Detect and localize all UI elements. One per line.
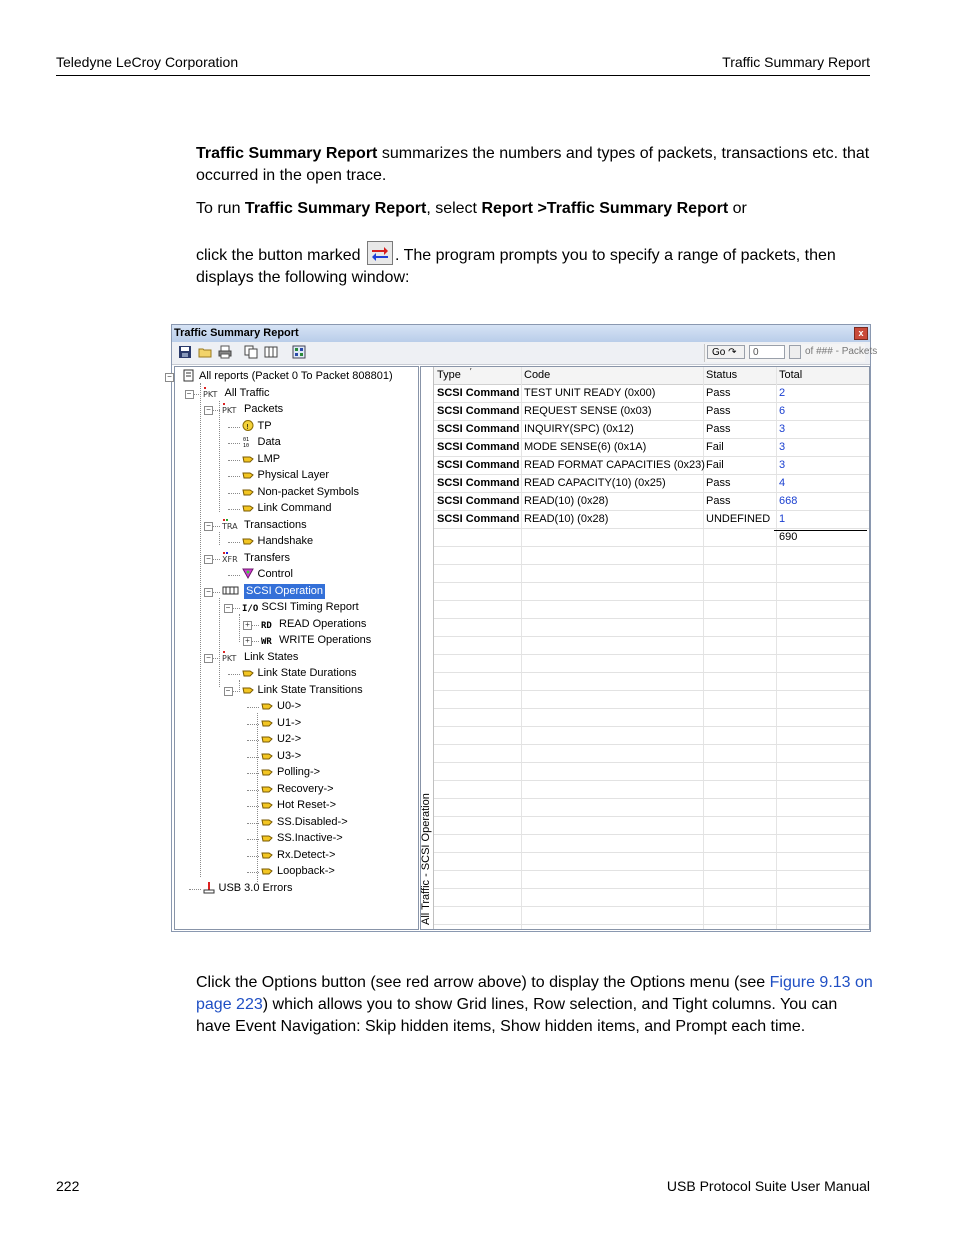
cell-total: 1	[779, 513, 786, 525]
tree-node[interactable]	[222, 584, 325, 599]
go-button[interactable]	[707, 345, 745, 359]
tree-node[interactable]	[203, 881, 293, 896]
svg-text:RD: RD	[261, 620, 272, 631]
cell-code: READ(10) (0x28)	[524, 495, 609, 507]
pkt-icon	[203, 387, 221, 398]
cell-status: Pass	[706, 405, 731, 417]
tree-node-label: Data	[257, 436, 281, 448]
tree-node-label: U3->	[277, 749, 302, 762]
table-row[interactable]	[434, 835, 869, 853]
cell-type: SCSI Command	[437, 387, 520, 399]
cell-status: Pass	[706, 387, 731, 399]
table-row[interactable]	[434, 457, 869, 475]
cell-total: 668	[779, 495, 798, 507]
tree-node[interactable]	[261, 699, 301, 714]
cell-code: READ FORMAT CAPACITIES (0x23)	[524, 459, 705, 471]
table-row[interactable]	[434, 907, 869, 925]
tra-icon	[222, 519, 240, 530]
tree-node-label: Transactions	[244, 518, 307, 531]
tree-expander[interactable]: −	[204, 588, 213, 597]
table-row[interactable]	[434, 529, 869, 547]
tree-expander[interactable]: −	[204, 406, 213, 415]
tree-node[interactable]	[261, 765, 320, 780]
tree-node[interactable]	[222, 650, 298, 665]
cell-total: 3	[779, 459, 786, 471]
tree-connector	[228, 427, 240, 428]
menu-path: Report >Traffic Summary Report	[481, 200, 729, 217]
tree-node[interactable]	[242, 468, 330, 483]
manual-title: USB Protocol Suite User Manual	[666, 1178, 870, 1194]
tree-node[interactable]	[242, 600, 359, 615]
tree-node-label: READ Operations	[279, 617, 367, 630]
closing-paragraph	[196, 972, 876, 1038]
window-toolbar	[172, 342, 878, 365]
tree-node-label: Rx.Detect->	[277, 848, 336, 861]
tree-connector	[228, 542, 240, 543]
hand-icon	[261, 717, 273, 728]
header-rule	[56, 75, 870, 76]
tree-guide	[219, 598, 220, 687]
io-icon	[242, 601, 258, 612]
copy-icon[interactable]	[244, 345, 258, 359]
hand-icon	[242, 469, 254, 480]
cell-total: 3	[779, 423, 786, 435]
tree-node-label: Transfers	[244, 551, 291, 564]
tree-node-label: All Traffic	[224, 386, 270, 399]
cell-type: SCSI Command	[437, 495, 520, 507]
hand-icon	[242, 667, 254, 678]
table-row[interactable]	[434, 619, 869, 637]
cell-total: 6	[779, 405, 786, 417]
report-tree[interactable]	[167, 366, 419, 930]
cell-code: MODE SENSE(6) (0x1A)	[524, 441, 647, 453]
intro-text: . The program prompts you to specify a range of packets, then displays the following window:	[196, 247, 836, 286]
tree-node[interactable]	[261, 749, 301, 764]
tree-node[interactable]	[222, 551, 290, 566]
tree-guide	[200, 383, 201, 877]
svg-text:WR: WR	[261, 637, 272, 647]
window-title: Traffic Summary Report	[174, 327, 299, 339]
intro-paragraph-1	[196, 143, 876, 187]
tree-guide	[239, 614, 240, 642]
tree-expander[interactable]: +	[243, 621, 252, 630]
tree-node-label: All reports (Packet 0 To Packet 808801)	[199, 370, 393, 382]
pkt-icon	[222, 403, 240, 414]
error-icon	[203, 882, 215, 893]
tree-node[interactable]	[242, 485, 360, 500]
tree-node-label: WRITE Operations	[279, 634, 372, 646]
tree-node[interactable]	[261, 831, 343, 846]
tree-expander[interactable]: −	[224, 604, 233, 613]
hand-icon	[242, 486, 254, 497]
cell-type: SCSI Command	[437, 459, 520, 471]
table-row[interactable]	[434, 853, 869, 871]
cell-status: Pass	[706, 495, 731, 507]
table-row[interactable]	[434, 583, 869, 601]
tree-guide	[239, 680, 240, 692]
tree-guide	[219, 532, 220, 545]
cell-total: 3	[779, 441, 786, 453]
table-row[interactable]	[434, 817, 869, 835]
tree-node[interactable]	[203, 386, 270, 401]
save-icon[interactable]	[178, 345, 192, 359]
rd-icon	[261, 618, 275, 629]
tree-node-label: Link State Transitions	[257, 683, 363, 696]
tree-node-label: Link Command	[257, 502, 332, 514]
close-button[interactable]: x	[854, 327, 868, 340]
hand-icon	[242, 535, 254, 546]
tree-node-label: U2->	[277, 733, 302, 745]
intro-text: summarizes the numbers and types of packets, transactions etc. that occurred in the open trace.	[196, 145, 870, 184]
report-grid[interactable]	[420, 366, 870, 930]
table-row[interactable]	[434, 763, 869, 781]
table-row[interactable]	[434, 511, 869, 529]
page-number: 222	[56, 1178, 80, 1194]
tree-expander[interactable]: −	[204, 654, 213, 663]
cell-status: UNDEFINED	[706, 513, 771, 525]
grid-col-type[interactable]: Type	[437, 369, 461, 381]
cell-status: Pass	[706, 423, 731, 435]
tree-node[interactable]	[183, 369, 393, 384]
table-row[interactable]	[434, 673, 869, 691]
hand-icon	[261, 733, 273, 744]
total-rule	[774, 530, 867, 531]
tree-connector	[228, 460, 240, 461]
svg-text:XFR: XFR	[222, 554, 238, 564]
hand-icon	[261, 783, 273, 794]
tree-node[interactable]	[222, 402, 283, 417]
hand-icon	[242, 453, 254, 464]
grid-col-code[interactable]: Code	[524, 369, 551, 381]
intro-text: To run	[196, 200, 245, 217]
svg-text:PKT: PKT	[222, 406, 237, 415]
scsi-icon	[222, 585, 240, 596]
tree-node-label: Control	[257, 568, 293, 580]
table-row[interactable]	[434, 385, 869, 403]
hand-icon	[261, 750, 273, 761]
packet-count-label: of ### - Packets	[805, 346, 878, 357]
cell-type: SCSI Command	[437, 441, 520, 453]
tree-node-label: Polling->	[277, 766, 321, 778]
header-right: Traffic Summary Report	[722, 54, 870, 70]
table-row[interactable]	[434, 889, 869, 907]
options-icon[interactable]	[292, 345, 306, 359]
tree-connector	[228, 493, 240, 494]
cell-total: 4	[779, 477, 786, 489]
intro-paragraph-3	[196, 241, 876, 289]
svg-text:I/O: I/O	[241, 604, 258, 614]
cell-status: Pass	[706, 477, 731, 489]
hand-icon	[242, 684, 254, 695]
cell-code: TEST UNIT READY (0x00)	[524, 387, 656, 399]
hand-icon	[261, 799, 273, 810]
grid-header	[434, 367, 869, 385]
open-folder-icon[interactable]	[198, 345, 212, 359]
hand-icon	[242, 502, 254, 513]
report-icon	[183, 370, 195, 381]
hand-icon	[261, 849, 273, 860]
tree-expander[interactable]: −	[204, 522, 213, 531]
tree-node-label: SCSI Operation	[246, 584, 324, 597]
closing-text: ) which allows you to show Grid lines, Row selection, and Tight columns. You can have Event Navigation: Skip hidden items, Show hidden items, and Prompt each time.	[196, 996, 838, 1035]
table-row[interactable]	[434, 475, 869, 493]
tree-node[interactable]	[242, 419, 272, 434]
tree-node-label: TP	[257, 419, 272, 432]
tree-node-label: Link State Durations	[257, 667, 357, 679]
closing-text: Click the Options button (see red arrow above) to display the Options menu (see	[196, 974, 770, 991]
table-row[interactable]	[434, 547, 869, 565]
tree-connector	[228, 443, 240, 444]
print-icon[interactable]	[218, 345, 232, 359]
table-row[interactable]	[434, 493, 869, 511]
go-arrow-icon: ↷	[728, 347, 737, 358]
intro-bold-title: Traffic Summary Report	[196, 145, 378, 162]
cell-type: SCSI Command	[437, 405, 520, 417]
table-row[interactable]	[434, 691, 869, 709]
tree-node[interactable]	[222, 518, 307, 533]
traffic-summary-window	[167, 324, 878, 932]
tree-node-label: USB 3.0 Errors	[218, 881, 293, 894]
tree-node[interactable]	[261, 798, 336, 813]
tree-node[interactable]	[261, 815, 348, 830]
hand-icon	[261, 832, 273, 843]
go-label: Go	[712, 347, 726, 358]
tree-node[interactable]	[242, 452, 281, 467]
tree-expander[interactable]: +	[243, 637, 252, 646]
tree-node-label: Hot Reset->	[277, 799, 336, 811]
intro-paragraph-2	[196, 198, 876, 220]
table-row[interactable]	[434, 871, 869, 889]
tree-node[interactable]	[261, 716, 301, 731]
tree-node[interactable]	[261, 864, 335, 879]
tree-node[interactable]	[242, 683, 363, 698]
window-titlebar	[172, 325, 870, 342]
table-row[interactable]	[434, 745, 869, 763]
grid-vertical-label: All Traffic - SCSI Operation	[420, 793, 432, 925]
tree-connector	[228, 476, 240, 477]
data-icon	[242, 436, 254, 447]
tree-connector	[228, 674, 240, 675]
tree-node-label: SCSI Timing Report	[261, 601, 359, 613]
intro-text: , select	[426, 200, 482, 217]
hand-icon	[261, 700, 273, 711]
tree-node[interactable]	[261, 782, 334, 797]
pkt-icon	[222, 651, 240, 662]
tree-node[interactable]	[242, 534, 314, 549]
tree-node-label: Link States	[244, 650, 299, 663]
cell-type: SCSI Command	[437, 477, 520, 489]
cell-code: READ(10) (0x28)	[524, 513, 609, 525]
cell-type: SCSI Command	[437, 423, 520, 435]
cell-code: READ CAPACITY(10) (0x25)	[524, 477, 666, 489]
cell-type: SCSI Command	[437, 513, 520, 525]
cell-code: REQUEST SENSE (0x03)	[524, 405, 652, 417]
intro-text: or	[728, 200, 747, 217]
table-row[interactable]	[434, 781, 869, 799]
tree-guide	[257, 713, 258, 882]
tree-node-label: U0->	[277, 700, 302, 712]
cell-total: 2	[779, 387, 786, 399]
intro-bold: Traffic Summary Report	[244, 200, 427, 217]
grid-col-status[interactable]: Status	[706, 369, 738, 381]
table-row[interactable]	[434, 709, 869, 727]
go-spinner[interactable]	[789, 345, 801, 359]
tree-node[interactable]	[261, 617, 366, 632]
tree-node[interactable]	[261, 633, 371, 648]
tree-node[interactable]	[242, 501, 332, 516]
header-left: Teledyne LeCroy Corporation	[56, 54, 239, 70]
tree-connector	[228, 509, 240, 510]
table-row[interactable]	[434, 799, 869, 817]
tree-node-label: Handshake	[257, 535, 314, 547]
svg-text:01: 01	[242, 437, 249, 443]
figure-link[interactable]: Figure 9.13 on page 223	[196, 974, 873, 1013]
cell-status: Fail	[706, 459, 724, 471]
tree-node[interactable]	[242, 567, 293, 582]
sort-arrow-icon: ′	[470, 367, 472, 376]
hand-icon	[261, 816, 273, 827]
tree-node-label: Non-packet Symbols	[257, 485, 359, 498]
grid-side-label-bar	[421, 367, 434, 929]
svg-text:PKT: PKT	[222, 653, 237, 663]
tree-node-label: SS.Inactive->	[277, 832, 343, 844]
tree-node-label: SS.Disabled->	[277, 815, 348, 828]
tree-node[interactable]	[261, 848, 335, 863]
tree-node-label: Packets	[244, 403, 284, 415]
hand-icon	[261, 865, 273, 876]
xfr-icon	[222, 552, 240, 563]
tree-connector	[189, 889, 201, 890]
tree-expander[interactable]: −	[185, 390, 194, 399]
table-row[interactable]	[434, 421, 869, 439]
tree-connector	[228, 575, 240, 576]
table-row[interactable]	[434, 439, 869, 457]
table-row[interactable]	[434, 637, 869, 655]
traffic-summary-button-icon	[367, 241, 393, 265]
svg-text:10: 10	[242, 443, 249, 449]
tree-node-label: Physical Layer	[257, 469, 330, 481]
table-row[interactable]	[434, 565, 869, 583]
tree-guide	[219, 401, 220, 512]
table-row[interactable]	[434, 655, 869, 673]
tree-node-label: Loopback->	[277, 865, 335, 877]
columns-icon[interactable]	[264, 345, 278, 359]
go-packet-input[interactable]: 0	[749, 345, 785, 359]
tp-icon	[242, 420, 254, 431]
intro-text: click the button marked	[196, 247, 365, 264]
tree-node[interactable]	[242, 666, 357, 681]
svg-text:TRA: TRA	[222, 521, 238, 531]
tree-node-label: U1->	[277, 716, 302, 729]
table-row[interactable]	[434, 403, 869, 421]
svg-text:!: !	[245, 422, 249, 431]
hand-icon	[261, 766, 273, 777]
tree-expander[interactable]: −	[204, 555, 213, 564]
tree-node[interactable]	[261, 732, 301, 747]
wr-icon	[261, 634, 275, 645]
tree-node-label: Recovery->	[277, 782, 334, 795]
cell-code: INQUIRY(SPC) (0x12)	[524, 423, 634, 435]
cell-status: Fail	[706, 441, 724, 453]
tree-node[interactable]	[242, 435, 281, 450]
tree-connector	[247, 707, 259, 708]
grid-col-total[interactable]: Total	[779, 369, 803, 381]
control-icon	[242, 568, 254, 579]
tree-node-label: LMP	[257, 452, 281, 465]
tree-expander[interactable]: −	[165, 373, 174, 382]
svg-text:PKT: PKT	[202, 389, 217, 399]
table-row[interactable]	[434, 601, 869, 619]
tree-expander[interactable]: −	[224, 687, 233, 696]
grand-total: 690	[779, 531, 798, 543]
table-row[interactable]	[434, 727, 869, 745]
